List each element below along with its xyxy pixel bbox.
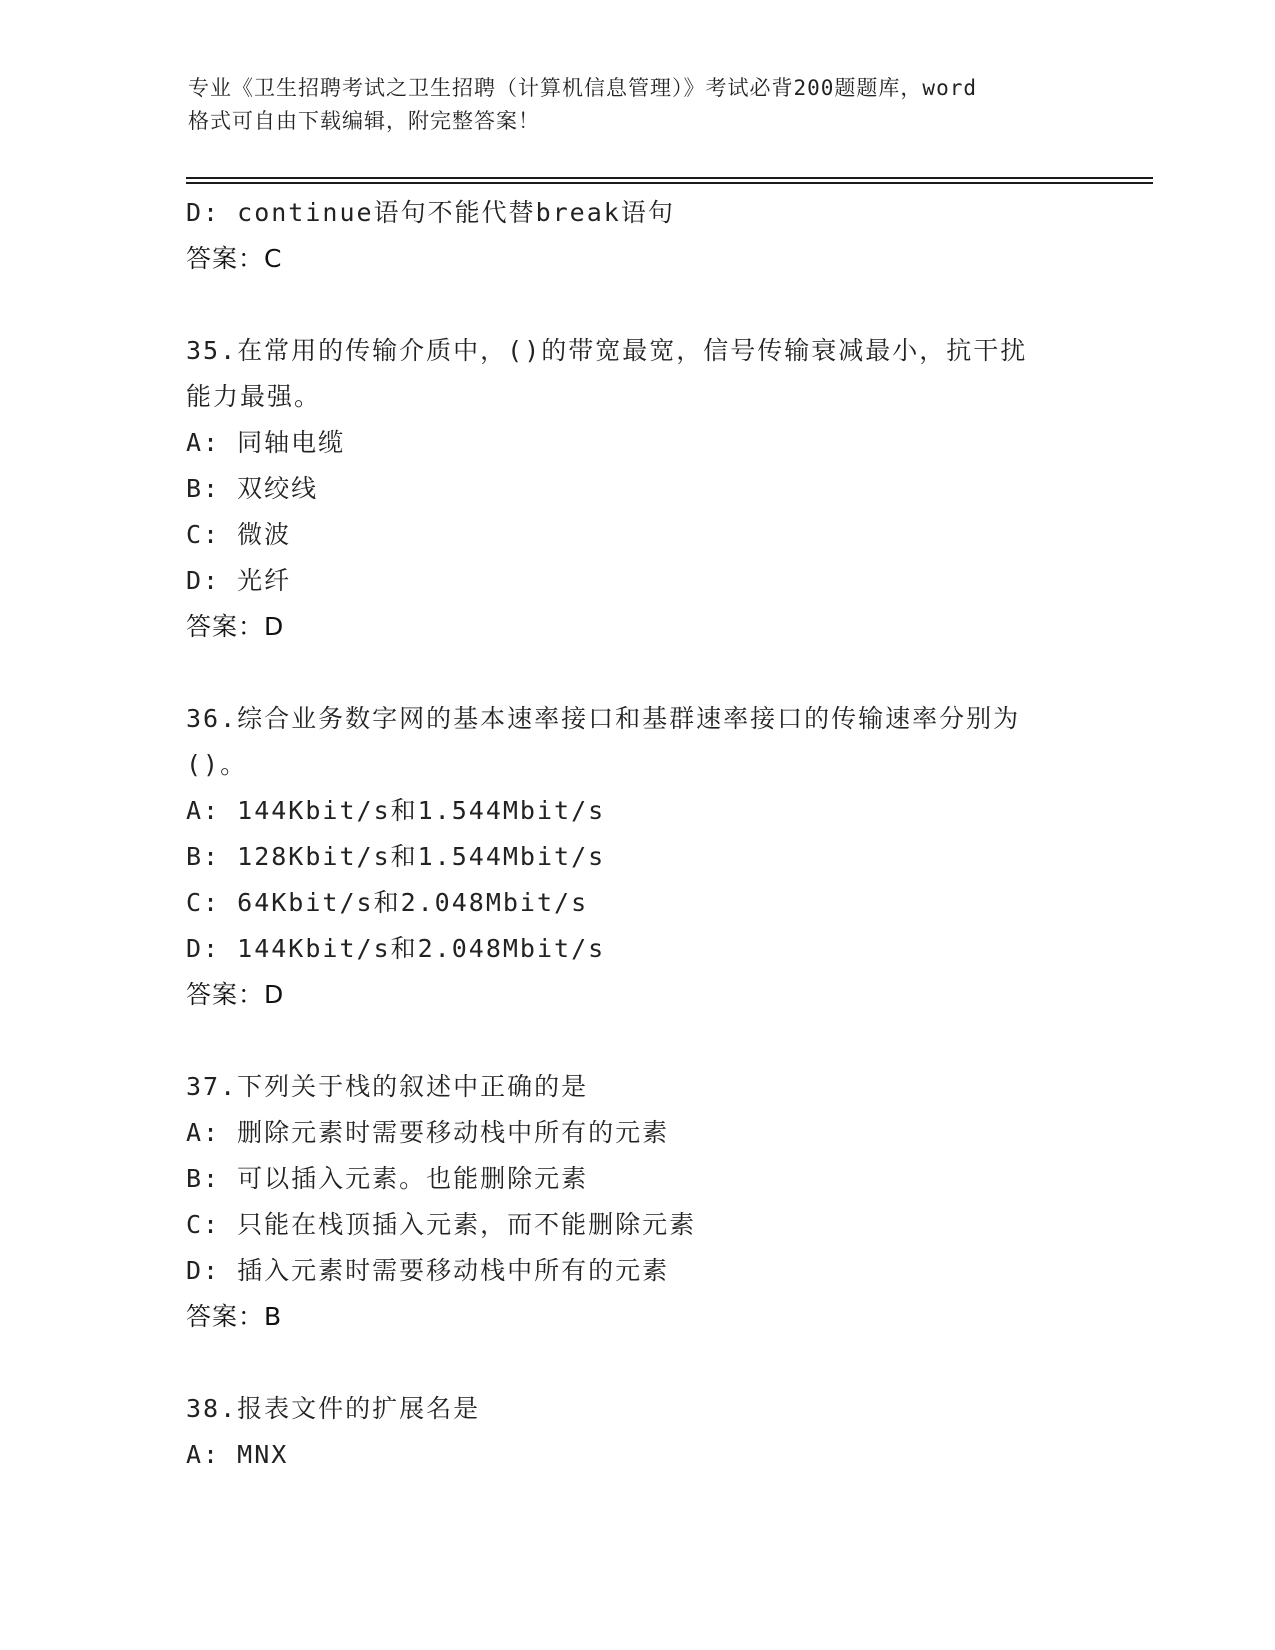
previous-question-tail — [186, 190, 1086, 282]
answer-line: 答案：D — [186, 612, 285, 641]
question-text: 36.综合业务数字网的基本速率接口和基群速率接口的传输速率分别为 ()。 — [186, 704, 1021, 779]
option-d: D: 插入元素时需要移动栈中所有的元素 — [186, 1256, 670, 1285]
question-text: 38.报表文件的扩展名是 — [186, 1394, 481, 1423]
answer-line: 答案：D — [186, 980, 285, 1009]
option-d: D: continue语句不能代替break语句 — [186, 198, 675, 227]
header-line-2: 格式可自由下载编辑，附完整答案！ — [188, 109, 540, 133]
option-c: C: 只能在栈顶插入元素，而不能删除元素 — [186, 1210, 697, 1239]
option-a: A: 同轴电缆 — [186, 428, 346, 457]
header-divider-bottom — [186, 182, 1153, 184]
question-37 — [186, 1064, 1086, 1340]
header-divider-top — [186, 177, 1153, 179]
answer-line: 答案：B — [186, 1302, 283, 1331]
option-a: A: 删除元素时需要移动栈中所有的元素 — [186, 1118, 670, 1147]
answer-line: 答案：C — [186, 244, 283, 273]
option-b: B: 128Kbit/s和1.544Mbit/s — [186, 842, 606, 871]
option-c: C: 64Kbit/s和2.048Mbit/s — [186, 888, 589, 917]
option-b: B: 可以插入元素。也能删除元素 — [186, 1164, 589, 1193]
option-d: D: 光纤 — [186, 566, 292, 595]
question-36 — [186, 696, 1086, 1018]
header-line-1: 专业《卫生招聘考试之卫生招聘（计算机信息管理）》考试必背200题题库，word — [188, 76, 977, 100]
question-35 — [186, 328, 1086, 650]
question-38 — [186, 1386, 1086, 1478]
question-text: 35.在常用的传输介质中，()的带宽最宽，信号传输衰减最小，抗干扰 能力最强。 — [186, 336, 1028, 411]
option-a: A: 144Kbit/s和1.544Mbit/s — [186, 796, 606, 825]
document-body — [186, 190, 1086, 1478]
option-b: B: 双绞线 — [186, 474, 319, 503]
option-a: A: MNX — [186, 1440, 289, 1469]
page-header — [188, 72, 1088, 138]
option-c: C: 微波 — [186, 520, 292, 549]
question-text: 37.下列关于栈的叙述中正确的是 — [186, 1072, 589, 1101]
option-d: D: 144Kbit/s和2.048Mbit/s — [186, 934, 606, 963]
